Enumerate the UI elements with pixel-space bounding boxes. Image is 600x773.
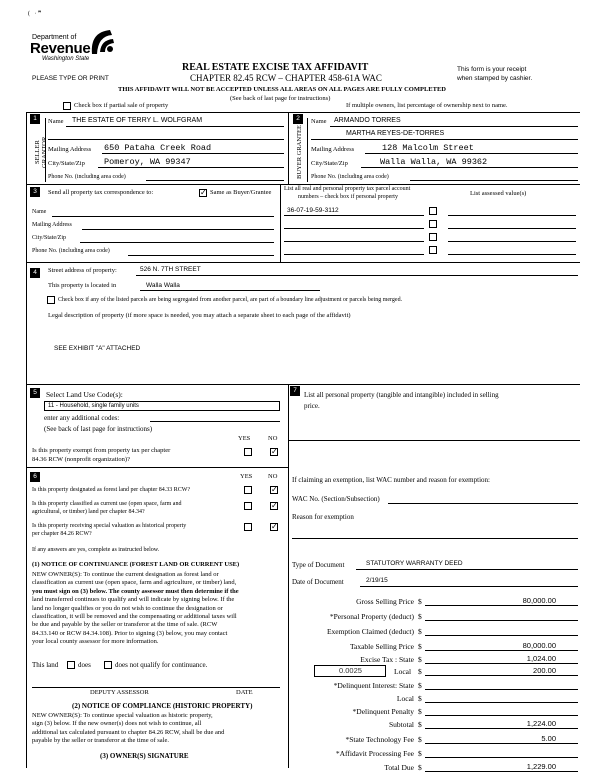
located-in-line: [140, 290, 320, 291]
current-use-question-line1: Is this property classified as current use (open space, farm and: [32, 501, 182, 507]
taxable-line: [425, 650, 578, 651]
personal-property-deduct-label: *Personal Property (deduct): [329, 612, 414, 621]
s3-city-line: [80, 242, 274, 243]
notice-continuance-title: (1) NOTICE OF CONTINUANCE (FOREST LAND OR CURRENT USE): [32, 561, 240, 568]
additional-codes-label: enter any additional codes:: [44, 414, 120, 422]
section-1-badge: 1: [30, 114, 40, 124]
forest-land-question: Is this property designated as forest land per chapter 84.33 RCW?: [32, 487, 191, 493]
buyer-city-value[interactable]: Walla Walla, WA 99362: [380, 157, 488, 167]
notice2-line: NEW OWNER(S): To continue special valuation as historic property,: [32, 712, 213, 719]
dept-of-label: Department of: [32, 34, 77, 41]
exempt-no-checkbox[interactable]: ✓: [271, 447, 278, 456]
land-use-select[interactable]: 11 - Household, single family units: [44, 401, 280, 411]
personal-property-label-line2: price.: [304, 402, 320, 410]
historical-question-line1: Is this property receiving special valuation as historical property: [32, 523, 187, 529]
does-label: does: [78, 661, 91, 669]
historical-no-checkbox[interactable]: ✓: [271, 522, 278, 531]
located-in-label: This property is located in: [48, 282, 117, 289]
total-due-label: Total Due: [384, 763, 414, 772]
notice1-line: land no longer qualifies or you do not wish to continue the designation or: [32, 604, 223, 612]
section-5-badge: 5: [30, 388, 40, 398]
divider-1-2: [288, 112, 289, 184]
revenue-logo-text: Revenue: [30, 40, 91, 57]
historical-yes-checkbox[interactable]: [244, 523, 252, 531]
excise-state-line: [425, 663, 578, 664]
excise-state-value[interactable]: 1,024.00: [526, 654, 556, 663]
parcel-1-checkbox[interactable]: [429, 207, 437, 215]
processing-fee-label: *Affidavit Processing Fee: [335, 749, 414, 758]
delinquent-state-label: *Delinquent Interest: State: [333, 681, 414, 690]
assessed-line-3: [448, 241, 576, 242]
tech-fee-dollar: $: [418, 735, 422, 744]
buyer-mailing-value[interactable]: 128 Malcolm Street: [382, 143, 474, 153]
processing-fee-line: [425, 757, 578, 758]
subtotal-value[interactable]: 1,224.00: [526, 719, 556, 728]
assessed-line-2: [448, 228, 576, 229]
parcel-line-1: [284, 215, 424, 216]
divider-3-parcels: [280, 184, 281, 262]
delinquent-local-label: Local: [396, 694, 414, 703]
gross-selling-label: Gross Selling Price: [356, 597, 414, 606]
taxable-dollar: $: [418, 642, 422, 651]
buyer-name-line: [330, 126, 578, 127]
parcel-4-checkbox[interactable]: [429, 246, 437, 254]
seller-city-line: [98, 167, 284, 168]
s3-name-label: Name: [32, 209, 47, 215]
gross-line: [425, 605, 578, 606]
s3-city-label: City/State/Zip: [32, 235, 66, 241]
does-not-checkbox[interactable]: [104, 661, 112, 669]
same-as-buyer-label: Same as Buyer/Grantee: [210, 189, 272, 196]
personal-line: [425, 620, 578, 621]
wac-number-line: [388, 503, 578, 504]
land-use-label: Select Land Use Code(s):: [46, 390, 123, 399]
personal-property-label-line1: List all personal property (tangible and intangible) included in selling: [304, 391, 499, 399]
assessed-header: List assessed value(s): [470, 190, 527, 197]
current-use-no-checkbox[interactable]: ✓: [271, 501, 278, 510]
form-chapter: CHAPTER 82.45 RCW – CHAPTER 458-61A WAC: [190, 73, 382, 83]
gross-dollar: $: [418, 597, 422, 606]
delinquent-penalty-label: *Delinquent Penalty: [352, 707, 414, 716]
segregated-label: Check box if any of the listed parcels are being segregated from another parcel, are part of a boundary line adjustment or parcels being merged.: [58, 297, 403, 303]
notice-continuance-text: [32, 571, 239, 647]
notice1-line: land transferred continues to qualify and will indicate by signing below. If the: [32, 596, 235, 604]
exemption-reason-line: [292, 538, 578, 539]
forest-no-checkbox[interactable]: ✓: [271, 485, 278, 494]
buyer-mailing-label: Mailing Address: [311, 146, 355, 153]
warning-text: THIS AFFIDAVIT WILL NOT BE ACCEPTED UNLESS ALL AREAS ON ALL PAGES ARE FULLY COMPLETED: [118, 86, 446, 93]
frame-row5: [26, 467, 288, 468]
wac-number-label: WAC No. (Section/Subsection): [292, 495, 380, 503]
divider-5-7: [288, 384, 289, 768]
buyer-grantee-label: BUYER GRANTEE: [296, 125, 303, 179]
seller-name-line: [66, 126, 284, 127]
s3-name-line: [52, 216, 274, 217]
s3-mailing-line: [82, 229, 274, 230]
seller-name-line-2: [48, 139, 284, 140]
deputy-date-label: DATE: [236, 689, 253, 696]
parcel-line-2: [284, 228, 424, 229]
receipt-note-line1: This form is your receipt: [457, 66, 527, 73]
see-back-note: (See back of last page for instructions): [230, 95, 331, 102]
segregated-checkbox[interactable]: [47, 296, 55, 304]
exemption-claim-label: If claiming an exemption, list WAC number and reason for exemption:: [292, 476, 490, 484]
delinquent-local-line: [425, 702, 578, 703]
seller-phone-line: [146, 180, 284, 181]
buyer-side-rule: [307, 118, 308, 182]
tech-fee-value[interactable]: 5.00: [541, 734, 556, 743]
notice2-line: additional tax calculated pursuant to chapter 84.26 RCW, shall be due and: [32, 728, 225, 736]
form-title: REAL ESTATE EXCISE TAX AFFIDAVIT: [182, 62, 369, 73]
does-not-label: does not qualify for continuance.: [115, 661, 208, 669]
tech-fee-label: *State Technology Fee: [345, 735, 414, 744]
buyer-city-line: [361, 167, 578, 168]
assessed-line-1: [448, 215, 576, 216]
current-use-question-line2: agricultural, or timber) land per chapter 84.34?: [32, 509, 145, 515]
buyer-phone-line: [410, 180, 578, 181]
notice1-line: your local county assessor for more information.: [32, 638, 159, 646]
does-checkbox[interactable]: [67, 661, 75, 669]
document-date-label: Date of Document: [292, 578, 344, 586]
buyer-phone-label: Phone No. (including area code): [311, 174, 389, 180]
section-6-badge: 6: [30, 472, 40, 482]
parcel-line-3: [284, 241, 424, 242]
owner-signature-title: (3) OWNER(S) SIGNATURE: [100, 752, 189, 760]
washington-state-label: Washington State: [42, 56, 90, 62]
partial-sale-label: Check box if partial sale of property: [74, 102, 169, 109]
s3-mailing-label: Mailing Address: [32, 222, 72, 228]
exempt-yes-checkbox[interactable]: [244, 448, 252, 456]
exemption-line: [425, 635, 578, 636]
same-as-buyer-checkbox[interactable]: ✓: [200, 188, 207, 197]
seller-city-label: City/State/Zip: [48, 160, 85, 167]
exemption-deduct-label: Exemption Claimed (deduct): [326, 627, 414, 636]
s5-no-header: NO: [268, 435, 278, 442]
exemption-dollar: $: [418, 627, 422, 636]
section-2-badge: 2: [293, 114, 303, 124]
tech-fee-line: [425, 743, 578, 744]
seller-name-label: Name: [48, 118, 64, 125]
frame-row4: [26, 384, 580, 385]
document-date-line: [360, 586, 578, 587]
deputy-signature-line: [32, 687, 280, 688]
s6-no-header: NO: [268, 473, 278, 480]
s6-yes-header: YES: [240, 473, 253, 480]
s3-phone-label: Phone No. (including area code): [32, 248, 110, 254]
seller-city-value[interactable]: Pomeroy, WA 99347: [104, 157, 191, 167]
buyer-name-value[interactable]: ARMANDO TORRES: [334, 117, 401, 124]
exemption-reason-label: Reason for exemption: [292, 513, 354, 521]
notice1-line: 84.33.140 or RCW 84.34.108). Prior to signing (3) below, you may contact: [32, 629, 228, 637]
total-due-dollar: $: [418, 763, 422, 772]
document-type-line: [356, 569, 578, 570]
exempt-question-line1: Is this property exempt from property tax per chapter: [32, 447, 171, 454]
processing-fee-dollar: $: [418, 749, 422, 758]
notice1-line: you must sign on (3) below. The county assessor must then determine if the: [32, 587, 239, 595]
excise-state-dollar: $: [418, 655, 422, 664]
parcel-header-line1: List all real and personal property tax parcel account: [284, 186, 411, 192]
frame-row7: [288, 440, 580, 441]
parcel-header-line2: numbers – check box if personal property: [298, 194, 398, 200]
penalty-dollar: $: [418, 707, 422, 716]
deputy-assessor-label: DEPUTY ASSESSOR: [90, 689, 149, 696]
located-in-value[interactable]: Walla Walla: [146, 282, 180, 289]
revenue-logo-icon: [88, 26, 116, 56]
street-address-value[interactable]: 526 N. 7TH STREET: [140, 266, 201, 273]
seller-phone-label: Phone No. (including area code): [48, 174, 126, 180]
notice1-line: NEW OWNER(S): To continue the current designation as forest land or: [32, 571, 219, 578]
receipt-note-line2: when stamped by cashier.: [457, 75, 533, 82]
current-use-yes-checkbox[interactable]: [244, 502, 252, 510]
excise-state-label: Excise Tax : State: [360, 655, 414, 664]
partial-sale-checkbox[interactable]: [63, 102, 71, 110]
frame-row2: [26, 184, 580, 185]
total-due-value[interactable]: 1,229.00: [526, 762, 556, 771]
subtotal-line: [425, 728, 578, 729]
notice1-line: classification as current use (open space, farm and agriculture, or timber) land,: [32, 579, 237, 587]
buyer-city-label: City/State/Zip: [311, 160, 348, 167]
section-7-badge: 7: [290, 386, 300, 396]
forest-yes-checkbox[interactable]: [244, 486, 252, 494]
multiple-owners-note: If multiple owners, list percentage of ownership next to name.: [346, 102, 508, 109]
assessed-line-4: [448, 254, 576, 255]
section-3-badge: 3: [30, 187, 40, 197]
seller-grantor-label: SELLER GRANTOR: [34, 136, 48, 168]
land-use-see-back: (See back of last page for instructions): [44, 425, 153, 433]
seller-name-value[interactable]: THE ESTATE OF TERRY L. WOLFGRAM: [72, 117, 203, 124]
notice-compliance-text: [32, 712, 224, 746]
document-type-label: Type of Document: [292, 561, 345, 569]
notice2-line: sign (3) below. If the new owner(s) does not wish to continue, all: [32, 720, 202, 728]
seller-mailing-value[interactable]: 650 Pataha Creek Road: [104, 143, 212, 153]
total-due-line: [425, 771, 578, 772]
section-4-badge: 4: [30, 268, 40, 278]
local-line: [425, 675, 578, 676]
seller-mailing-line: [102, 153, 284, 154]
notice1-line: be due and payable by the seller or transferor at the time of sale. (RCW: [32, 621, 218, 629]
buyer-name2-value[interactable]: MARTHA REYES-DE-TORRES: [346, 130, 445, 137]
gross-selling-value[interactable]: 80,000.00: [522, 596, 556, 605]
notice2-line: payable by the seller or transferor at the time of sale.: [32, 737, 169, 745]
additional-codes-line: [150, 421, 280, 422]
this-land-label: This land: [32, 661, 59, 669]
subtotal-label: Subtotal: [388, 720, 414, 729]
parcel-2-checkbox[interactable]: [429, 220, 437, 228]
seller-mailing-label: Mailing Address: [48, 146, 92, 153]
local-rate-field[interactable]: 0.0025: [314, 665, 386, 677]
local-tax-value[interactable]: 200.00: [533, 666, 556, 675]
personal-dollar: $: [418, 612, 422, 621]
notice-compliance-title: (2) NOTICE OF COMPLIANCE (HISTORIC PROPERTY): [72, 702, 253, 710]
parcel-line-4: [284, 254, 424, 255]
subtotal-dollar: $: [418, 720, 422, 729]
taxable-selling-value[interactable]: 80,000.00: [522, 641, 556, 650]
s3-phone-line: [128, 255, 274, 256]
street-address-line: [136, 275, 578, 276]
delinquent-local-dollar: $: [418, 694, 422, 703]
local-dollar: $: [418, 667, 422, 676]
street-address-label: Street address of property:: [48, 267, 117, 274]
if-any-yes-note: If any answers are yes, complete as instructed below.: [32, 547, 160, 553]
legal-description-value[interactable]: SEE EXHIBIT "A" ATTACHED: [54, 345, 141, 352]
please-type-label: PLEASE TYPE OR PRINT: [32, 75, 109, 82]
s5-yes-header: YES: [238, 435, 251, 442]
taxable-selling-label: Taxable Selling Price: [349, 642, 414, 651]
buyer-name-label: Name: [311, 118, 327, 125]
corner-mark: ( · ❞: [28, 11, 42, 17]
frame-left: [26, 112, 27, 768]
delinquent-state-line: [425, 689, 578, 690]
local-label: Local: [394, 667, 412, 676]
document-type-value[interactable]: STATUTORY WARRANTY DEED: [366, 560, 463, 567]
exempt-question-line2: 84.36 RCW (nonprofit organization)?: [32, 456, 130, 463]
send-correspondence-label: Send all property tax correspondence to:: [48, 189, 154, 196]
parcel-3-checkbox[interactable]: [429, 233, 437, 241]
historical-question-line2: per chapter 84.26 RCW?: [32, 531, 92, 537]
document-date-value[interactable]: 2/19/15: [366, 577, 388, 584]
frame-top: [26, 112, 580, 113]
notice1-line: classification, it will be removed and the compensating or additional taxes will: [32, 613, 237, 621]
buyer-mailing-line: [365, 153, 578, 154]
parcel-1-value[interactable]: 36-07-19-59-3112: [287, 207, 339, 214]
delinquent-state-dollar: $: [418, 681, 422, 690]
penalty-line: [425, 715, 578, 716]
buyer-name-line-2: [311, 139, 578, 140]
frame-row3: [26, 262, 580, 263]
legal-description-label: Legal description of property (if more space is needed, you may attach a separate sheet to each page of the affidavit): [48, 312, 351, 319]
